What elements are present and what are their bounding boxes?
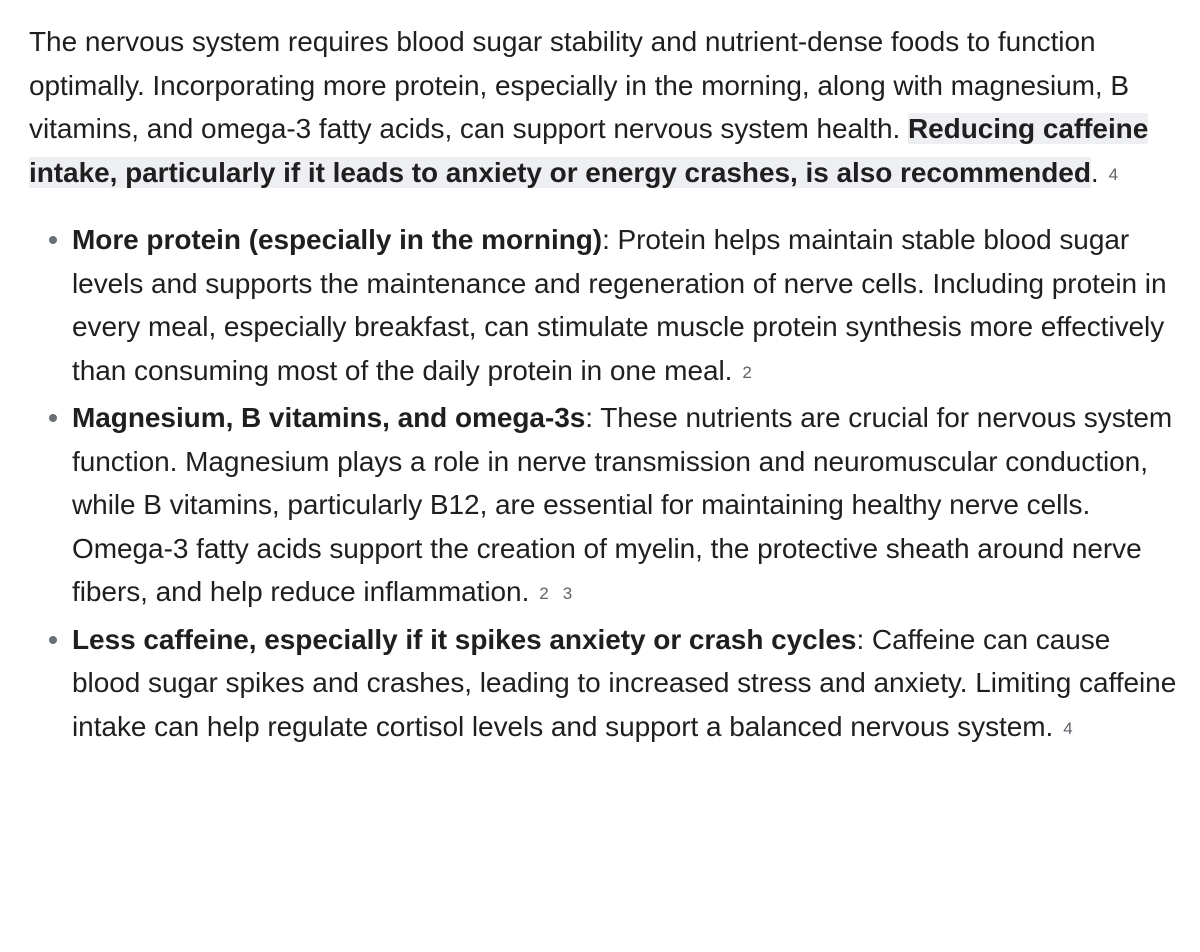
citation-link[interactable]: 4 xyxy=(1063,718,1073,738)
intro-text: The nervous system requires blood sugar stability and nutrient-dense foods to function optimally. Incorporating more protein, especially in the morning, along with magnesium, B vitamins, and omega-3 fatty acids, can support nervous system health. xyxy=(29,26,1130,144)
intro-paragraph xyxy=(29,20,1179,196)
bullet-term: Magnesium, B vitamins, and omega-3s xyxy=(72,402,586,433)
list-item xyxy=(29,618,1179,751)
bullet-text: : These nutrients are crucial for nervous system function. Magnesium plays a role in nerve transmission and neuromuscular conduction, while B vitamins, particularly B12, are essential for maintaining healthy nerve cells. Omega-3 fatty acids support the creation of myelin, the protective sheath around nerve fibers, and help reduce inflammation. xyxy=(72,402,1173,607)
citation-link[interactable]: 4 xyxy=(1108,164,1119,184)
bullet-dot-icon xyxy=(49,636,57,644)
bullet-dot-icon xyxy=(49,236,57,244)
bullet-text: : Caffeine can cause blood sugar spikes and crashes, leading to increased stress and anxiety. Limiting caffeine intake can help regulate cortisol levels and support a balanced nervous system. xyxy=(72,623,1177,742)
bullet-term: More protein (especially in the morning) xyxy=(72,224,603,255)
bullet-text: : Protein helps maintain stable blood sugar levels and supports the maintenance and regeneration of nerve cells. Including protein in every meal, especially breakfast, can stimulate muscle protein synthesis more effectively than consuming most of the daily protein in one meal. xyxy=(72,224,1167,386)
list-item xyxy=(29,396,1179,616)
citation-link[interactable]: 3 xyxy=(562,584,573,603)
bullet-term: Less caffeine, especially if it spikes anxiety or crash cycles xyxy=(72,623,857,655)
answer-content xyxy=(29,20,1179,752)
bullet-dot-icon xyxy=(49,414,57,422)
citation-link[interactable]: 2 xyxy=(539,584,549,603)
list-item xyxy=(29,218,1179,394)
bullet-list xyxy=(29,218,1179,750)
intro-end: . xyxy=(1090,156,1099,188)
citation-link[interactable]: 2 xyxy=(742,362,752,382)
highlighted-sentence: Reducing caffeine intake, particularly if it leads to anxiety or energy crashes, is also recommended xyxy=(29,113,1149,188)
